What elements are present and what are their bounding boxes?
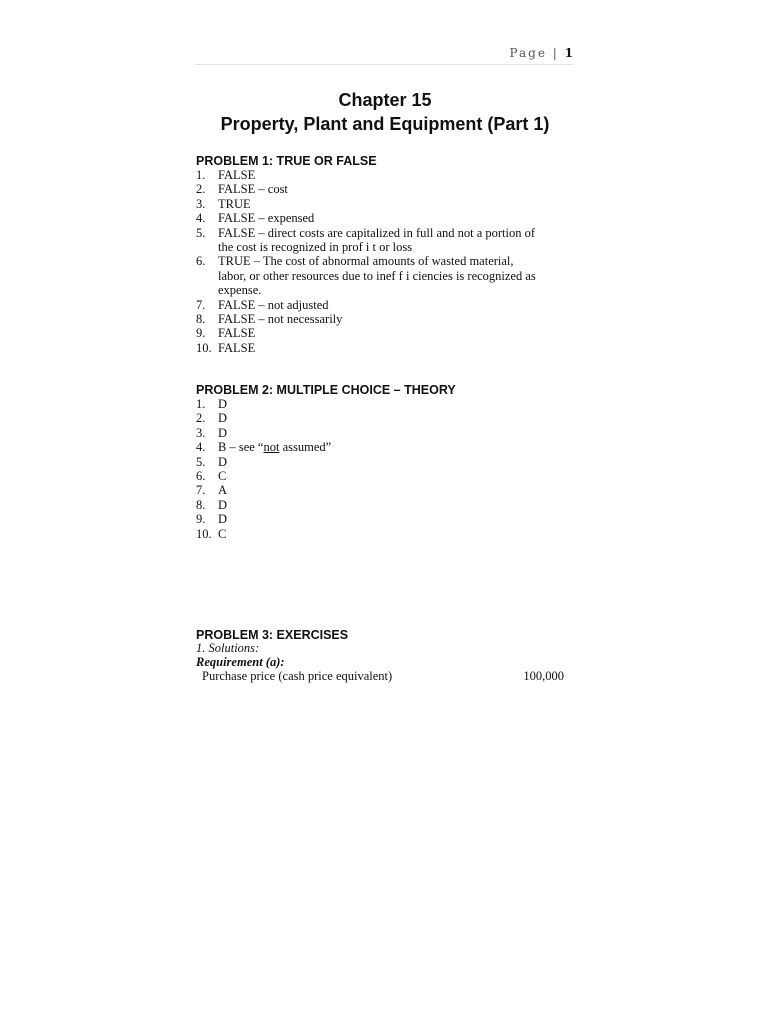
list-item: 1. FALSE (196, 168, 256, 182)
list-item: 9. D (196, 512, 228, 527)
problem-2-title: PROBLEM 2: MULTIPLE CHOICE – THEORY (196, 383, 456, 397)
problem-2-list (196, 397, 331, 541)
list-item: 7. FALSE – not adjusted (196, 297, 329, 312)
problem-1-list (196, 168, 536, 355)
list-item: 10. FALSE (196, 340, 256, 355)
problem-3-title: PROBLEM 3: EXERCISES (196, 628, 349, 642)
list-item: 8. D (196, 497, 228, 512)
list-item: 3. D (196, 425, 228, 440)
list-item: 4. FALSE – expensed (196, 211, 315, 226)
chapter-heading (195, 88, 575, 136)
list-item: 5. FALSE – direct costs are capitalized in full and not a portion of the cost is recognized in prof i t or loss (196, 225, 536, 255)
requirement-label: Requirement (a): (196, 655, 285, 669)
purchase-price-row (202, 669, 564, 683)
list-item: 4. B – see “not assumed” (196, 440, 332, 455)
list-item: 5. D (196, 454, 228, 469)
page-label: Page | (509, 46, 559, 60)
list-item: 7. A (196, 483, 228, 498)
header-divider (195, 64, 573, 65)
row-label: Purchase price (cash price equivalent) (202, 669, 393, 683)
row-value: 100,000 (523, 669, 564, 683)
page-number: 1 (564, 46, 573, 60)
solutions-label: 1. Solutions: (196, 641, 260, 655)
list-item: 2. D (196, 411, 228, 426)
list-item: 8. FALSE – not necessarily (196, 312, 343, 327)
list-item: 10. C (196, 526, 227, 541)
chapter-subtitle: Property, Plant and Equipment (Part 1) (220, 114, 550, 134)
list-item: 1. D (196, 397, 228, 411)
list-item: 2. FALSE – cost (196, 182, 288, 197)
page-header (195, 46, 573, 60)
list-item: 3. TRUE (196, 196, 251, 211)
list-item: 6. C (196, 469, 227, 484)
list-item: 6. TRUE – The cost of abnormal amounts of wasted material, labor, or other resources due to inef f i ciencies is recognized as expense. (196, 254, 536, 298)
problem-1-title: PROBLEM 1: TRUE OR FALSE (196, 154, 377, 168)
chapter-title: Chapter 15 (338, 90, 432, 110)
list-item: 9. FALSE (196, 326, 256, 341)
